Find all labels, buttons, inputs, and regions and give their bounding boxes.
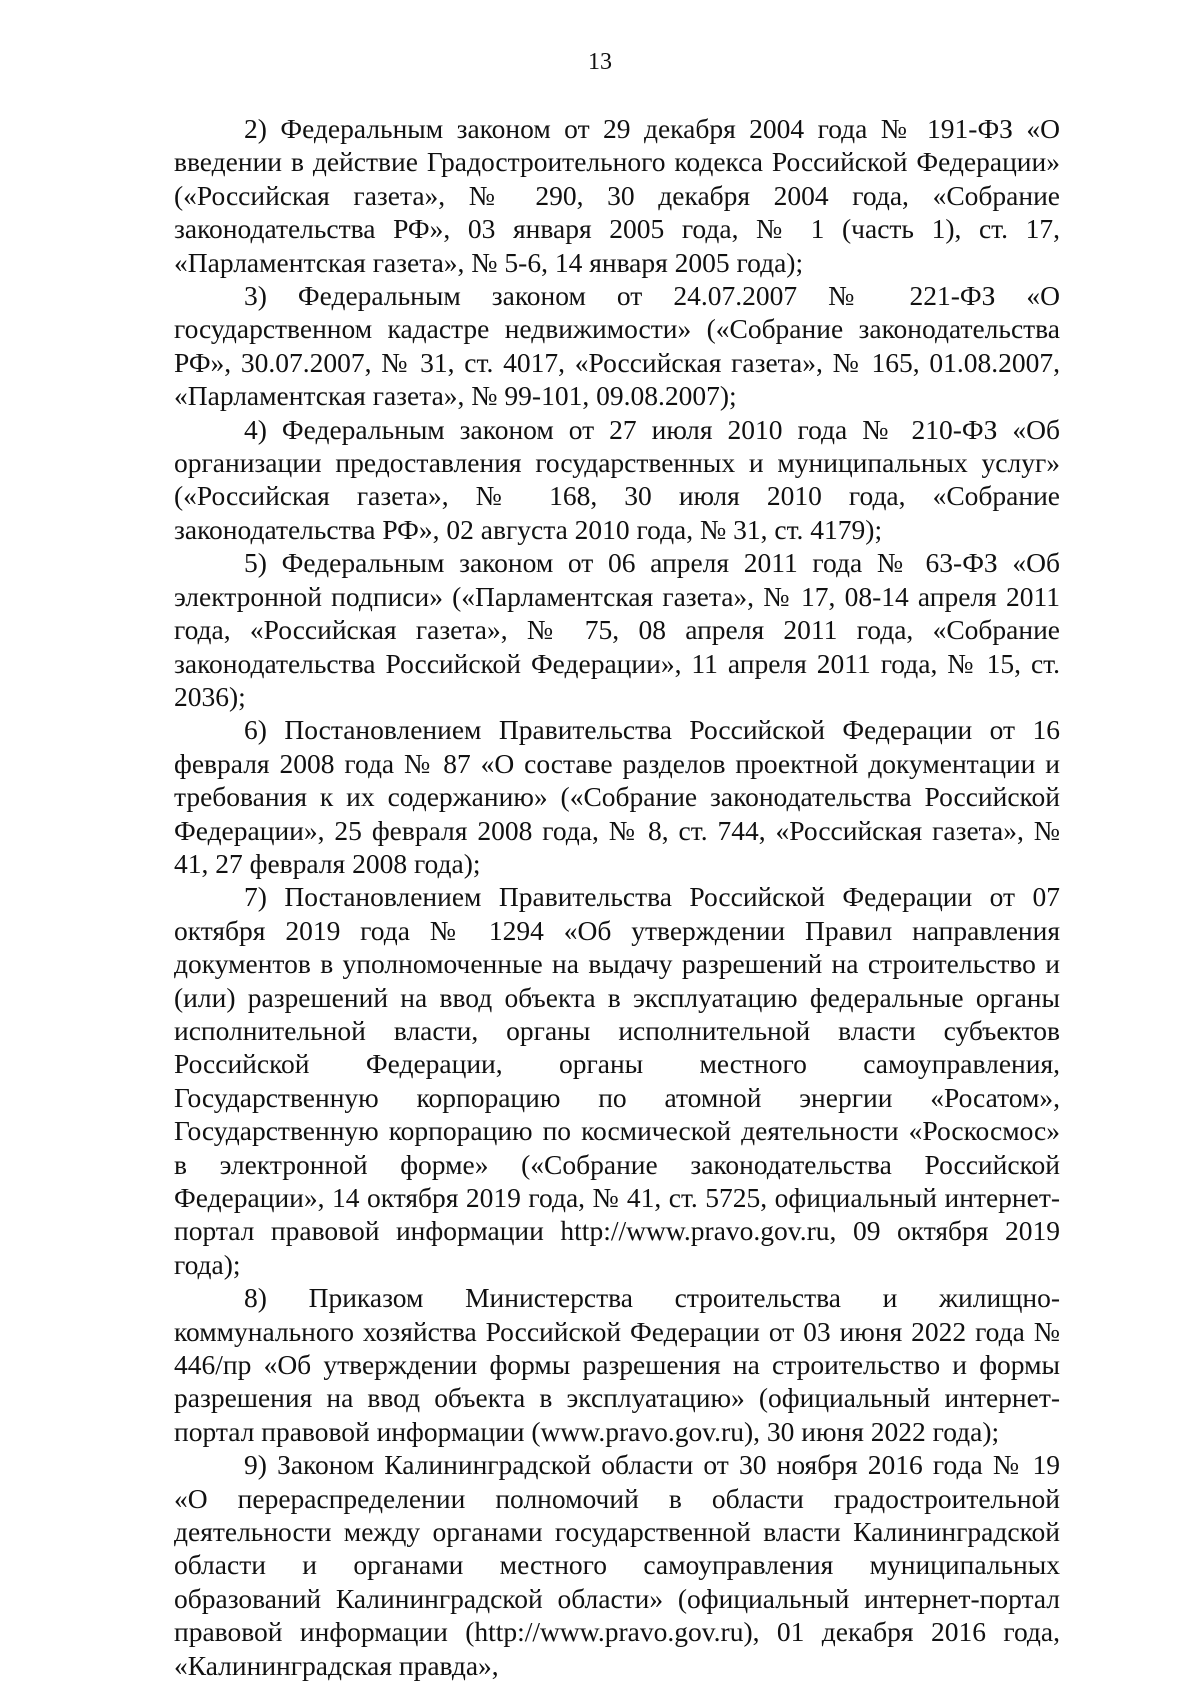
page-number: 13 <box>588 49 612 75</box>
paragraph-item-3: 3) Федеральным законом от 24.07.2007 № 221-ФЗ «О государственном кадастре недвижимости» («Собрание законодательства РФ», 30.07.2007, № 31, ст. 4017, «Российская газета», № 165, 01.08.2007, «Парламентская газета», № 99-101, 09.08.2007); <box>174 280 1060 412</box>
paragraph-item-2: 2) Федеральным законом от 29 декабря 2004 года № 191-ФЗ «О введении в действие Градостроительного кодекса Российской Федерации» («Российская газета», № 290, 30 декабря 2004 года, «Собрание законодательства РФ», 03 января 2005 года, № 1 (часть 1), ст. 17, «Парламентская газета», № 5-6, 14 января 2005 года); <box>174 113 1060 278</box>
paragraph-item-6: 6) Постановлением Правительства Российской Федерации от 16 февраля 2008 года № 87 «О составе разделов проектной документации и требования к их содержанию» («Собрание законодательства Российской Федерации», 25 февраля 2008 года, № 8, ст. 744, «Российская газета», № 41, 27 февраля 2008 года); <box>174 714 1060 879</box>
paragraph-item-8: 8) Приказом Министерства строительства и жилищно-коммунального хозяйства Российской Федерации от 03 июня 2022 года № 446/пр «Об утверждении формы разрешения на строительство и формы разрешения на ввод объекта в эксплуатацию» (официальный интернет-портал правовой информации (www.pravo.gov.ru), 30 июня 2022 года); <box>174 1282 1060 1447</box>
document-body <box>174 112 1060 1682</box>
paragraph-item-4: 4) Федеральным законом от 27 июля 2010 года № 210-ФЗ «Об организации предоставления государственных и муниципальных услуг» («Российская газета», № 168, 30 июля 2010 года, «Собрание законодательства РФ», 02 августа 2010 года, № 31, ст. 4179); <box>174 413 1060 545</box>
paragraph-item-7: 7) Постановлением Правительства Российской Федерации от 07 октября 2019 года № 1294 «Об утверждении Правил направления документов в уполномоченные на выдачу разрешений на строительство и (или) разрешений на ввод объекта в эксплуатацию федеральные органы исполнительной власти, органы исполнительной власти субъектов Российской Федерации, органы местного самоуправления, Государственную корпорацию по атомной энергии «Росатом», Государственную корпорацию по космической деятельности «Роскосмос» в электронной форме» («Собрание законодательства Российской Федерации», 14 октября 2019 года, № 41, ст. 5725, официальный интернет-портал правовой информации http://www.pravo.gov.ru, 09 октября 2019 года); <box>174 881 1060 1280</box>
paragraph-item-5: 5) Федеральным законом от 06 апреля 2011 года № 63-ФЗ «Об электронной подписи» («Парламентская газета», № 17, 08-14 апреля 2011 года, «Российская газета», № 75, 08 апреля 2011 года, «Собрание законодательства Российской Федерации», 11 апреля 2011 года, № 15, ст. 2036); <box>174 547 1060 712</box>
paragraph-item-9: 9) Законом Калининградской области от 30 ноября 2016 года № 19 «О перераспределении полномочий в области градостроительной деятельности между органами государственной власти Калининградской области и органами местного самоуправления муниципальных образований Калининградской области» (официальный интернет-портал правовой информации (http://www.pravo.gov.ru), 01 декабря 2016 года, «Калининградская правда», <box>174 1449 1060 1681</box>
